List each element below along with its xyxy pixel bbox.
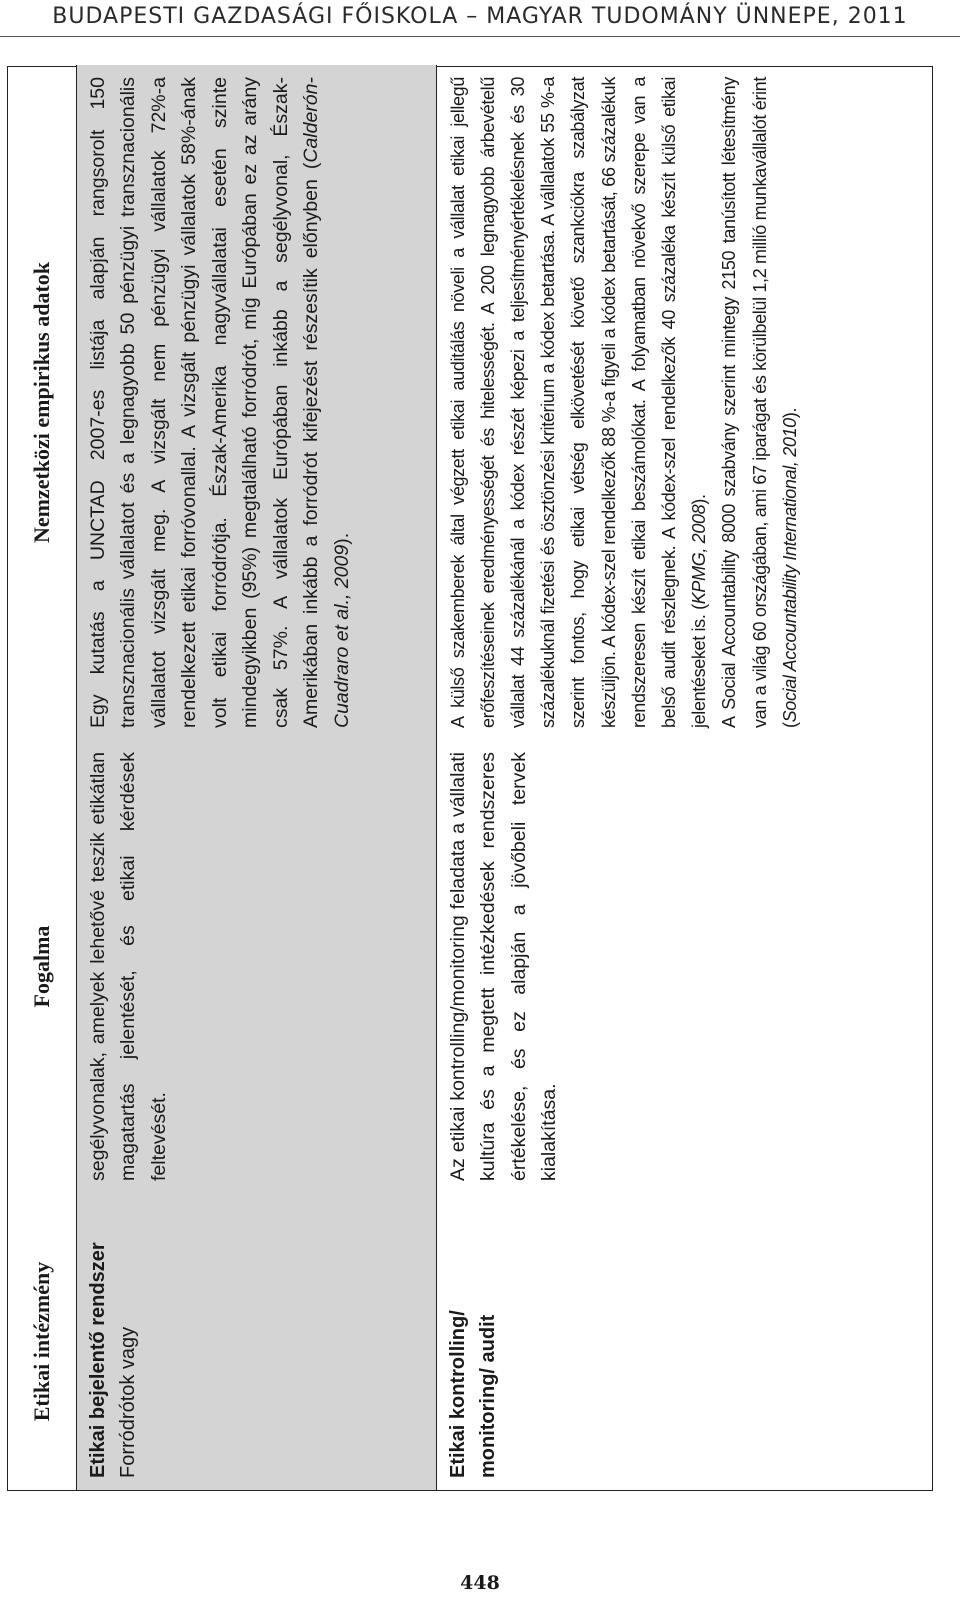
running-header: BUDAPESTI GAZDASÁGI FŐISKOLA – MAGYAR TUDOMÁNY ÜNNEPE, 2011 [52, 4, 908, 29]
row-1-empirical-data [76, 65, 436, 740]
empirical-text: Egy kutatás a UNCTAD 2007-es listája alapján rangsorolt 150 transznacionális vállalatot és a legnagyobb 50 pénzügyi transznacionális vállalatot vizsgált meg. A vizsgált nem pénzügyi vállalatok 72%-a rendelkezett etikai forróvonallal. A vizsgált pénzügyi vállalatok 58%-ának volt etikai forródrótja. Észak-Amerika nagyvállalatai esetén szinte mindegyikben (95%) megtalálható forródrót, míg Európában ez az arány csak 57%. A vállalatok Európában inkább a segélyvonal, Észak-Amerikában inkább a forródrót kifejezést részesítik előnyben ( [86, 77, 322, 728]
page-number: 448 [460, 1572, 500, 1594]
empirical-paragraph-1 [443, 77, 715, 728]
citation-end: ). [779, 407, 800, 419]
citation-end: ). [689, 494, 710, 505]
empirical-paragraph-2 [714, 77, 805, 728]
citation: Social Accountability International, 2010 [779, 418, 800, 723]
citation-end: ). [330, 532, 353, 545]
header-rule [0, 36, 960, 37]
empirical-text: A Social Accountability 8000 szabvány szerint mintegy 2150 tanúsított létesítmény van a világ 60 országában, ami 67 iparágat és körülbelül 1,2 millió munkavállalót érint ( [719, 77, 800, 728]
row-1-definition [76, 740, 436, 1193]
institution-subname: Forródrótok vagy [116, 1326, 139, 1478]
ethics-institutions-table [8, 65, 932, 1490]
table-header-row [8, 65, 76, 1490]
table-row [76, 65, 436, 1490]
citation: KPMG, 2008 [689, 504, 710, 605]
definition-text: Az etikai kontrolling/monitoring feladata a vállalati kultúra és a megtett intézkedések rendszeres értékelése, és ez alapján a jövőbeli tervek kialakítása. [446, 752, 560, 1181]
row-2-definition [436, 740, 932, 1193]
institution-name: Etikai kontrolling/ monitoring/ audit [446, 1310, 499, 1478]
citation: Calderón-Cuadraro et al., 2009 [300, 77, 353, 728]
row-1-institution [76, 1193, 436, 1490]
definition-text: segélyvonalak, amelyek lehetővé teszik etikátlan magatartás jelentését, és etikai kérdések feltevését. [86, 752, 170, 1181]
header-empirical-data: Nemzetközi empirikus adatok [8, 65, 76, 740]
institution-name: Etikai bejelentő rendszer [86, 1242, 109, 1478]
empirical-text: A külső szakemberek által végzett etikai auditálás növeli a vállalat etikai jellegű erőfeszítéseinek eredményességét és hitelességét. A 200 legnagyobb árbevételű vállalat 44 százalékánál a kódex részét képezi a teljesítményértékelésnek és 30 százalékuknál fizetési és ösztönzési kritérium a kódex betartása. A vállalatok 55 %-a szerint fontos, hogy etikai vétség elkövetését követő szankciókra szabályzat készüljön. A kódex-szel rendelkezők 88 %-a figyeli a kódex betartását, 66 százalékuk rendszeresen készít etikai beszámolókat. A folyamatban növekvő szerepe van a belső audit részlegnek. A kódex-szel rendelkezők 40 százaléka készít külső etikai jelentéseket is. ( [447, 77, 710, 728]
rotated-table [7, 66, 933, 1491]
header-institution: Etikai intézmény [8, 1193, 76, 1490]
table-row [436, 65, 932, 1490]
header-concept: Fogalma [8, 740, 76, 1193]
row-2-empirical-data [436, 65, 932, 740]
row-2-institution [436, 1193, 932, 1490]
